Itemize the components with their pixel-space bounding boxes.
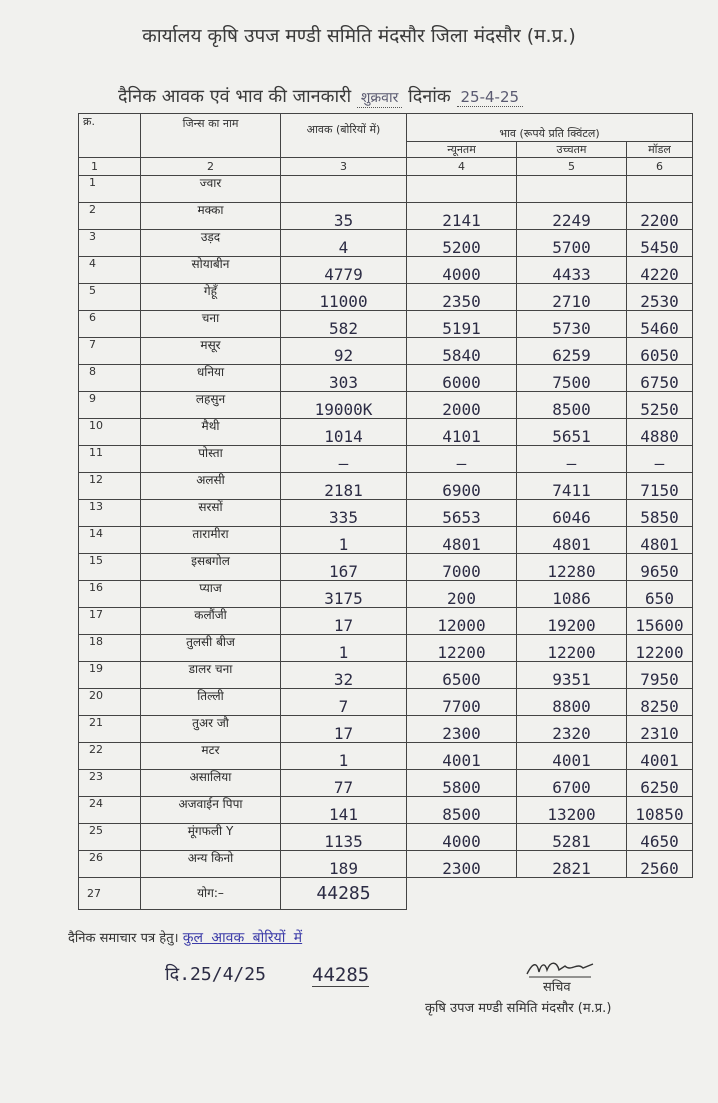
modal-price-value: 5850: [627, 500, 693, 527]
row-sno: 2: [79, 203, 141, 230]
min-price-value: 7700: [407, 689, 517, 716]
column-number: 4: [407, 158, 517, 176]
max-price-value: 4433: [517, 257, 627, 284]
row-sno: 9: [79, 392, 141, 419]
modal-price-value: 6750: [627, 365, 693, 392]
min-price-value: 5191: [407, 311, 517, 338]
arrival-value: 32: [281, 662, 407, 689]
row-sno: 15: [79, 554, 141, 581]
commodity-name: मक्का: [141, 203, 281, 230]
min-price-value: 12000: [407, 608, 517, 635]
max-price-value: [517, 176, 627, 203]
max-price-value: 5730: [517, 311, 627, 338]
table-row: [79, 770, 693, 797]
commodity-rows: [79, 176, 693, 878]
row-sno: 25: [79, 824, 141, 851]
modal-price-value: 5250: [627, 392, 693, 419]
table-row: [79, 365, 693, 392]
modal-price-value: 4880: [627, 419, 693, 446]
min-price-value: 12200: [407, 635, 517, 662]
commodity-name: प्याज: [141, 581, 281, 608]
commodity-name: तारामीरा: [141, 527, 281, 554]
min-price-value: 2300: [407, 851, 517, 878]
day-field: शुक्रवार: [357, 88, 402, 108]
modal-price-value: 7150: [627, 473, 693, 500]
modal-price-value: 4650: [627, 824, 693, 851]
commodity-name: उड़द: [141, 230, 281, 257]
header-sno: क्र.: [79, 114, 141, 158]
header-price-group: भाव (रूपये प्रति क्विंटल): [407, 114, 693, 142]
subtitle-text: दैनिक आवक एवं भाव की जानकारी: [118, 86, 352, 107]
commodity-name: मैथी: [141, 419, 281, 446]
table-row: [79, 851, 693, 878]
max-price-value: 6046: [517, 500, 627, 527]
arrival-value: 582: [281, 311, 407, 338]
header-arrival: आवक (बोरियों में): [281, 114, 407, 158]
modal-price-value: 4220: [627, 257, 693, 284]
header-min-price: न्यूनतम: [407, 142, 517, 158]
commodity-name: अलसी: [141, 473, 281, 500]
modal-price-value: 12200: [627, 635, 693, 662]
modal-price-value: 5460: [627, 311, 693, 338]
row-sno: 5: [79, 284, 141, 311]
table-row: [79, 743, 693, 770]
row-sno: 16: [79, 581, 141, 608]
column-number: 6: [627, 158, 693, 176]
total-label: योग:–: [141, 878, 281, 910]
table-row: [79, 797, 693, 824]
committee-name: कृषि उपज मण्डी समिति मंदसौर (म.प्र.): [425, 1001, 612, 1016]
arrival-value: 4: [281, 230, 407, 257]
table-row: [79, 176, 693, 203]
table-row: [79, 419, 693, 446]
min-price-value: 6500: [407, 662, 517, 689]
total-arrival: 44285: [281, 878, 407, 910]
max-price-value: 5700: [517, 230, 627, 257]
max-price-value: 4801: [517, 527, 627, 554]
table-row: [79, 284, 693, 311]
max-price-value: 6259: [517, 338, 627, 365]
modal-price-value: [627, 176, 693, 203]
max-price-value: 4001: [517, 743, 627, 770]
arrival-value: 19000K: [281, 392, 407, 419]
min-price-value: 2350: [407, 284, 517, 311]
arrival-value: 2181: [281, 473, 407, 500]
arrival-value: 17: [281, 608, 407, 635]
row-sno: 20: [79, 689, 141, 716]
row-sno: 24: [79, 797, 141, 824]
arrival-value: 92: [281, 338, 407, 365]
min-price-value: 2141: [407, 203, 517, 230]
commodity-name: सोयाबीन: [141, 257, 281, 284]
row-sno: 4: [79, 257, 141, 284]
max-price-value: 7500: [517, 365, 627, 392]
row-sno: 22: [79, 743, 141, 770]
modal-price-value: 4001: [627, 743, 693, 770]
table-row: [79, 824, 693, 851]
footer-note-text: दैनिक समाचार पत्र हेतु।: [68, 931, 179, 946]
max-price-value: 5651: [517, 419, 627, 446]
arrival-value: 77: [281, 770, 407, 797]
arrival-value: 1: [281, 743, 407, 770]
max-price-value: 7411: [517, 473, 627, 500]
max-price-value: 2249: [517, 203, 627, 230]
modal-price-value: 9650: [627, 554, 693, 581]
min-price-value: 2000: [407, 392, 517, 419]
table-row: [79, 203, 693, 230]
max-price-value: 6700: [517, 770, 627, 797]
table-row: [79, 527, 693, 554]
min-price-value: 4000: [407, 824, 517, 851]
commodity-name: तुअर जौ: [141, 716, 281, 743]
arrival-value: 7: [281, 689, 407, 716]
commodity-name: तुलसी बीज: [141, 635, 281, 662]
row-sno: 12: [79, 473, 141, 500]
min-price-value: 5653: [407, 500, 517, 527]
row-sno: 8: [79, 365, 141, 392]
commodity-name: मसूर: [141, 338, 281, 365]
min-price-value: 8500: [407, 797, 517, 824]
max-price-value: 8500: [517, 392, 627, 419]
footer-note-handwritten: कुल आवक बोरियों में: [182, 930, 303, 946]
table-row: [79, 446, 693, 473]
arrival-value: 35: [281, 203, 407, 230]
commodity-name: मूंगफली Y: [141, 824, 281, 851]
table-row: [79, 500, 693, 527]
table-row: [79, 554, 693, 581]
table-row: [79, 581, 693, 608]
column-number: 3: [281, 158, 407, 176]
header-commodity-name: जिन्स का नाम: [141, 114, 281, 158]
table-row: [79, 311, 693, 338]
modal-price-value: 2200: [627, 203, 693, 230]
max-price-value: 12200: [517, 635, 627, 662]
max-price-value: 2320: [517, 716, 627, 743]
commodity-name: इसबगोल: [141, 554, 281, 581]
signature-total: 44285: [312, 964, 370, 986]
commodity-name: सरसों: [141, 500, 281, 527]
max-price-value: 12280: [517, 554, 627, 581]
row-sno: 14: [79, 527, 141, 554]
row-sno: 3: [79, 230, 141, 257]
modal-price-value: 4801: [627, 527, 693, 554]
max-price-value: 2821: [517, 851, 627, 878]
max-price-value: 5281: [517, 824, 627, 851]
row-sno: 1: [79, 176, 141, 203]
min-price-value: 7000: [407, 554, 517, 581]
total-row-sno: 27: [79, 878, 141, 910]
date-field: 25-4-25: [457, 88, 524, 107]
table-row: [79, 338, 693, 365]
arrival-value: 1135: [281, 824, 407, 851]
modal-price-value: 2560: [627, 851, 693, 878]
commodity-name: असालिया: [141, 770, 281, 797]
min-price-value: 6000: [407, 365, 517, 392]
min-price-value: [407, 176, 517, 203]
commodity-name: लहसुन: [141, 392, 281, 419]
designation-secretary: सचिव: [543, 980, 571, 995]
commodity-name: धनिया: [141, 365, 281, 392]
row-sno: 21: [79, 716, 141, 743]
arrival-value: 11000: [281, 284, 407, 311]
header-max-price: उच्चतम: [517, 142, 627, 158]
max-price-value: 13200: [517, 797, 627, 824]
column-number: 2: [141, 158, 281, 176]
max-price-value: 1086: [517, 581, 627, 608]
max-price-value: —: [517, 446, 627, 473]
signature-date: दि.25/4/25: [165, 964, 266, 985]
arrival-value: —: [281, 446, 407, 473]
min-price-value: 4000: [407, 257, 517, 284]
arrival-value: 335: [281, 500, 407, 527]
min-price-value: 4801: [407, 527, 517, 554]
modal-price-value: 7950: [627, 662, 693, 689]
modal-price-value: 2530: [627, 284, 693, 311]
column-number: 1: [79, 158, 141, 176]
column-number: 5: [517, 158, 627, 176]
table-row: [79, 473, 693, 500]
arrival-value: [281, 176, 407, 203]
commodity-name: तिल्ली: [141, 689, 281, 716]
commodity-name: अन्य किनो: [141, 851, 281, 878]
row-sno: 7: [79, 338, 141, 365]
modal-price-value: 10850: [627, 797, 693, 824]
min-price-value: 2300: [407, 716, 517, 743]
min-price-value: —: [407, 446, 517, 473]
row-sno: 17: [79, 608, 141, 635]
modal-price-value: 5450: [627, 230, 693, 257]
table-row: [79, 257, 693, 284]
min-price-value: 4101: [407, 419, 517, 446]
table-row: [79, 662, 693, 689]
row-sno: 13: [79, 500, 141, 527]
modal-price-value: 2310: [627, 716, 693, 743]
min-price-value: 5840: [407, 338, 517, 365]
table-row: [79, 608, 693, 635]
row-sno: 18: [79, 635, 141, 662]
min-price-value: 200: [407, 581, 517, 608]
max-price-value: 9351: [517, 662, 627, 689]
arrival-value: 1014: [281, 419, 407, 446]
max-price-value: 19200: [517, 608, 627, 635]
commodity-name: मटर: [141, 743, 281, 770]
row-sno: 26: [79, 851, 141, 878]
min-price-value: 4001: [407, 743, 517, 770]
max-price-value: 8800: [517, 689, 627, 716]
table-row: [79, 392, 693, 419]
arrival-value: 141: [281, 797, 407, 824]
table-row: [79, 689, 693, 716]
commodity-name: डालर चना: [141, 662, 281, 689]
max-price-value: 2710: [517, 284, 627, 311]
arrival-value: 303: [281, 365, 407, 392]
commodity-name: चना: [141, 311, 281, 338]
arrival-value: 1: [281, 527, 407, 554]
table-row: [79, 635, 693, 662]
modal-price-value: 15600: [627, 608, 693, 635]
commodity-name: पोस्ता: [141, 446, 281, 473]
arrival-value: 189: [281, 851, 407, 878]
modal-price-value: 6250: [627, 770, 693, 797]
commodity-name: गेहूँ: [141, 284, 281, 311]
min-price-value: 5200: [407, 230, 517, 257]
commodity-name: अजवाईन पिपा: [141, 797, 281, 824]
row-sno: 23: [79, 770, 141, 797]
arrival-value: 1: [281, 635, 407, 662]
commodity-name: ज्वार: [141, 176, 281, 203]
office-title: कार्यालय कृषि उपज मण्डी समिति मंदसौर जिला मंदसौर (म.प्र.): [142, 25, 576, 47]
date-label: दिनांक: [408, 86, 451, 107]
header-modal-price: मॉडल: [627, 142, 693, 158]
table-row: [79, 230, 693, 257]
min-price-value: 5800: [407, 770, 517, 797]
arrival-price-table: [78, 113, 693, 910]
report-subtitle: [118, 84, 523, 108]
row-sno: 6: [79, 311, 141, 338]
commodity-name: कलौंजी: [141, 608, 281, 635]
modal-price-value: 8250: [627, 689, 693, 716]
row-sno: 11: [79, 446, 141, 473]
min-price-value: 6900: [407, 473, 517, 500]
modal-price-value: 6050: [627, 338, 693, 365]
arrival-value: 167: [281, 554, 407, 581]
row-sno: 19: [79, 662, 141, 689]
arrival-value: 3175: [281, 581, 407, 608]
footer-note: [68, 928, 302, 947]
row-sno: 10: [79, 419, 141, 446]
arrival-value: 4779: [281, 257, 407, 284]
table-row: [79, 716, 693, 743]
arrival-value: 17: [281, 716, 407, 743]
modal-price-value: 650: [627, 581, 693, 608]
modal-price-value: —: [627, 446, 693, 473]
